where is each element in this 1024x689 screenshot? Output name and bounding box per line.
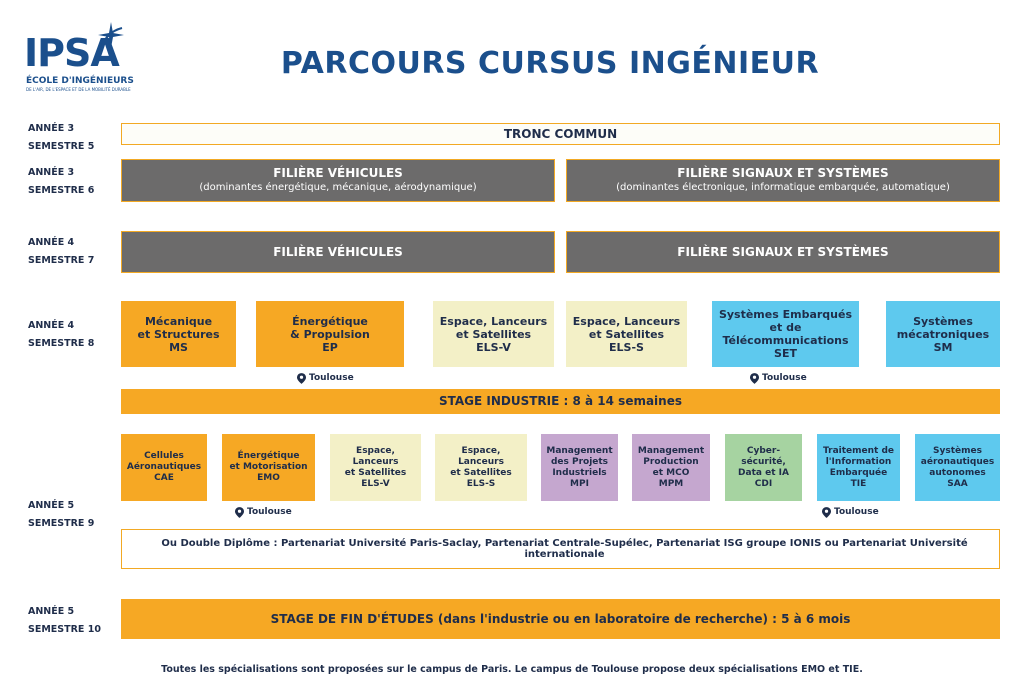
filiere-vehicules-s6 xyxy=(121,159,555,202)
specialization-label: Espace, Lanceurs xyxy=(439,314,548,328)
location-pin-icon xyxy=(750,373,759,384)
logo-tagline: DE L'AIR, DE L'ESPACE ET DE LA MOBILITÉ DURABLE xyxy=(26,87,131,92)
specialization-label: Espace, Lanceurs xyxy=(572,314,681,328)
toulouse-location-s8-set xyxy=(750,372,807,384)
toulouse-location-s9-tie xyxy=(822,506,879,518)
filiere-vehicules-s7: FILIÈRE VÉHICULES xyxy=(121,231,555,273)
specialization-code: TIE xyxy=(850,478,867,489)
year-label-s5 xyxy=(28,120,94,156)
semester-text: SEMESTRE 8 xyxy=(28,338,95,349)
specialization-box-s8-2 xyxy=(433,301,554,367)
specialization-label: Management xyxy=(637,445,705,456)
page-title: PARCOURS CURSUS INGÉNIEUR xyxy=(280,46,820,81)
specialization-label: Cellules xyxy=(144,451,184,461)
specialization-label: & Propulsion xyxy=(290,327,370,341)
specialization-label: Systèmes xyxy=(913,314,973,328)
specialization-label: Embarquée xyxy=(829,467,888,478)
specialization-box-s8-5 xyxy=(886,301,1000,367)
filiere-subtitle: (dominantes énergétique, mécanique, aérodynamique) xyxy=(199,182,477,193)
year-label-s8 xyxy=(28,317,94,353)
year-text: ANNÉE 4 xyxy=(28,320,75,331)
specialization-label: Production xyxy=(643,456,699,467)
specialization-box-s9-1 xyxy=(222,434,315,501)
specialization-label: Systèmes Embarqués xyxy=(718,308,853,321)
specialization-code: EP xyxy=(322,340,338,354)
specialization-code: SAA xyxy=(947,478,968,489)
specialization-label: Énergétique xyxy=(237,451,300,461)
double-diplome-box: Ou Double Diplôme : Partenariat Université Paris-Saclay, Partenariat Centrale-Supélec, Partenariat ISG groupe IONIS ou Partenariat Université internationale xyxy=(121,529,1000,569)
filiere-title: FILIÈRE VÉHICULES xyxy=(273,166,403,180)
stage-industrie-bar: STAGE INDUSTRIE : 8 à 14 semaines xyxy=(121,389,1000,414)
specialization-label: mécatroniques xyxy=(896,327,990,341)
specialization-code: CAE xyxy=(154,473,174,483)
specialization-label: Cyber- xyxy=(746,445,781,456)
specialization-label: sécurité, xyxy=(741,456,786,467)
year-text: ANNÉE 3 xyxy=(28,123,75,134)
footer-note: Toutes les spécialisations sont proposées sur le campus de Paris. Le campus de Toulouse propose deux spécialisations EMO et TIE. xyxy=(161,664,863,675)
filiere-title: FILIÈRE SIGNAUX ET SYSTÈMES xyxy=(677,166,889,180)
specialization-box-s9-4 xyxy=(541,434,618,501)
stage-fin-etudes-bar: STAGE DE FIN D'ÉTUDES (dans l'industrie ou en laboratoire de recherche) : 5 à 6 mois xyxy=(121,599,1000,639)
specialization-box-s9-6 xyxy=(725,434,802,501)
location-text: Toulouse xyxy=(762,373,807,383)
location-pin-icon xyxy=(822,507,831,518)
specialization-code: MPM xyxy=(658,478,684,489)
specialization-label: et Satellites xyxy=(588,327,665,341)
filiere-signaux-s7: FILIÈRE SIGNAUX ET SYSTÈMES xyxy=(566,231,1000,273)
specialization-label: Mécanique xyxy=(144,314,213,328)
specialization-label: et de xyxy=(769,321,802,334)
specialization-label: des Projets xyxy=(550,456,609,467)
semester-text: SEMESTRE 9 xyxy=(28,518,95,529)
specialization-label: Data et IA xyxy=(738,467,789,478)
specialization-box-s9-2 xyxy=(330,434,421,501)
specialization-label: Énergétique xyxy=(292,314,368,328)
location-pin-icon xyxy=(235,507,244,518)
specialization-label: et Motorisation xyxy=(229,462,308,472)
filiere-subtitle: (dominantes électronique, informatique embarquée, automatique) xyxy=(616,182,950,193)
specialization-label: aéronautiques xyxy=(920,456,995,467)
specialization-label: et MCO xyxy=(652,467,690,478)
semester-text: SEMESTRE 6 xyxy=(28,185,95,196)
year-text: ANNÉE 5 xyxy=(28,606,75,617)
specialization-label: Systèmes xyxy=(933,445,982,456)
location-pin-icon xyxy=(297,373,306,384)
specialization-box-s9-3 xyxy=(435,434,527,501)
semester-text: SEMESTRE 10 xyxy=(28,624,101,635)
star-icon xyxy=(96,20,126,50)
year-text: ANNÉE 4 xyxy=(28,237,75,248)
specialization-label: Espace, xyxy=(461,445,501,456)
specialization-code: MS xyxy=(169,340,188,354)
location-text: Toulouse xyxy=(247,507,292,517)
logo-wordmark: IPSA xyxy=(24,31,119,75)
specialization-label: Traitement de xyxy=(822,445,895,456)
year-label-s6 xyxy=(28,164,94,200)
year-label-s7 xyxy=(28,234,94,270)
specialization-code: EMO xyxy=(257,473,280,483)
specialization-box-s9-8 xyxy=(915,434,1000,501)
specialization-label: et Structures xyxy=(137,327,220,341)
specialization-code: ELS-S xyxy=(466,478,496,489)
semester-text: SEMESTRE 7 xyxy=(28,255,95,266)
specialization-code: CDI xyxy=(754,478,773,489)
year-label-s10 xyxy=(28,603,101,639)
specialization-label: Management xyxy=(546,445,613,456)
year-text: ANNÉE 3 xyxy=(28,167,75,178)
specialization-box-s8-4 xyxy=(712,301,859,367)
specialization-label: Aéronautiques xyxy=(126,462,202,472)
specialization-box-s8-0 xyxy=(121,301,236,367)
specialization-code: ELS-V xyxy=(361,478,390,489)
specialization-label: l'Information xyxy=(825,456,892,467)
year-label-s9 xyxy=(28,497,94,533)
specialization-box-s9-5 xyxy=(632,434,710,501)
specialization-box-s9-0 xyxy=(121,434,207,501)
specialization-label: Industriels xyxy=(552,467,607,478)
specialization-label: Lanceurs xyxy=(458,456,504,467)
location-text: Toulouse xyxy=(834,507,879,517)
specialization-box-s8-3 xyxy=(566,301,687,367)
specialization-box-s8-1 xyxy=(256,301,404,367)
specialization-box-s9-7 xyxy=(817,434,900,501)
location-text: Toulouse xyxy=(309,373,354,383)
logo-subtitle: ÉCOLE D'INGÉNIEURS xyxy=(26,76,134,86)
toulouse-location-s9-emo xyxy=(235,506,292,518)
semester-text: SEMESTRE 5 xyxy=(28,141,95,152)
specialization-label: autonomes xyxy=(929,467,986,478)
specialization-code: SET xyxy=(774,347,797,360)
specialization-label: et Satellites xyxy=(344,467,407,478)
toulouse-location-s8-ep xyxy=(297,372,354,384)
specialization-code: ELS-S xyxy=(609,340,644,354)
specialization-label: Espace, xyxy=(356,445,395,456)
specialization-code: MPI xyxy=(570,478,589,489)
specialization-label: Télécommunications xyxy=(722,334,849,347)
specialization-label: Lanceurs xyxy=(352,456,399,467)
tronc-commun-bar: TRONC COMMUN xyxy=(121,123,1000,145)
specialization-label: et Satellites xyxy=(455,327,532,341)
specialization-label: et Satellites xyxy=(450,467,512,478)
year-text: ANNÉE 5 xyxy=(28,500,75,511)
specialization-code: SM xyxy=(933,340,953,354)
filiere-signaux-s6 xyxy=(566,159,1000,202)
specialization-code: ELS-V xyxy=(476,340,511,354)
